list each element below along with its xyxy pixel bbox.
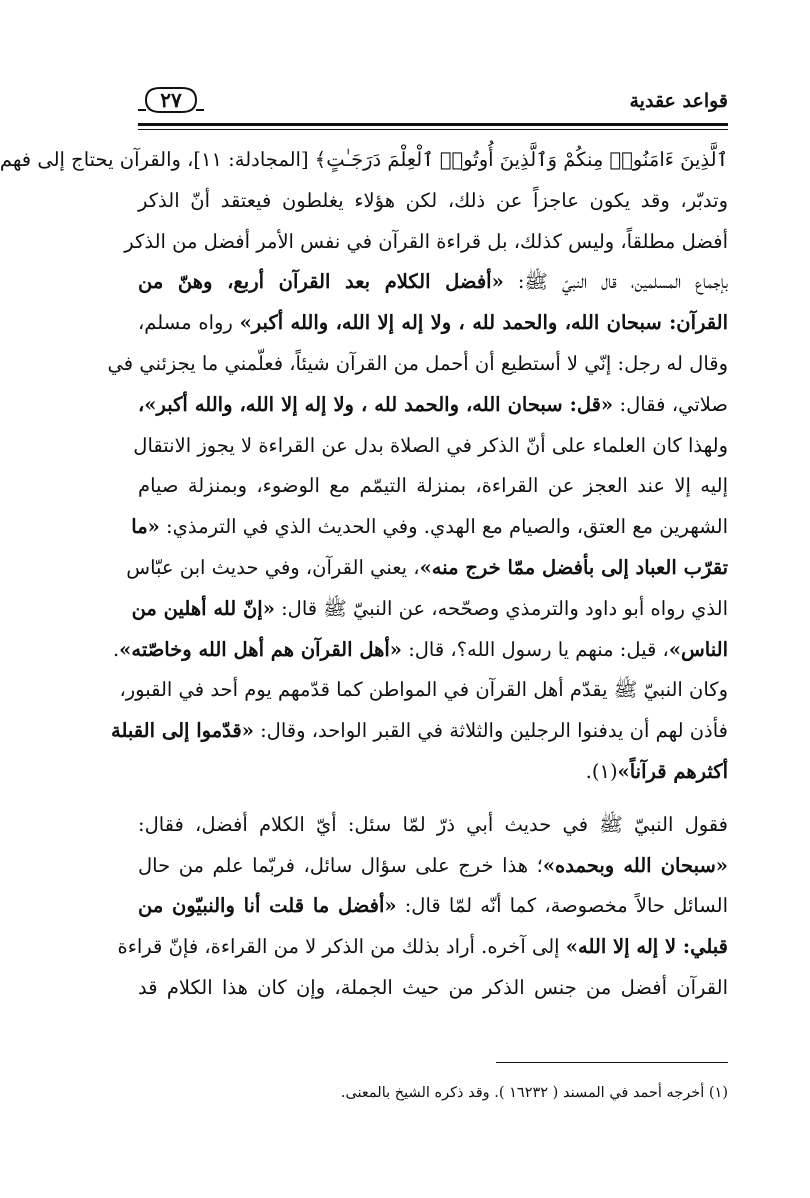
text-line: ولهذا كان العلماء على أنّ الذكر في الصلاة بدل عن القراءة لا يجوز الانتقال: [133, 433, 728, 457]
text-line: بإجماع المسلمين، قال النبيّ ﷺ: «أفضل الكلام بعد القرآن أربع، وهنّ من: [138, 270, 729, 294]
text-line: تقرّب العباد إلى بأفضل ممّا خرج منه»، يعني القرآن، وفي حديث ابن عبّاس: [126, 555, 728, 579]
text-line: القرآن: سبحان الله، والحمد لله ، ولا إله إلا الله، والله أكبر» رواه مسلم،: [138, 311, 728, 335]
text-line: إليه إلا عند العجز عن القراءة، بمنزلة التيمّم مع الوضوء، وبمنزلة صيام: [138, 474, 728, 498]
text-line: وكان النبيّ ﷺ يقدّم أهل القرآن في المواطن كما قدّمهم يوم أحد في القبور،: [119, 678, 728, 702]
text-line: القرآن أفضل من جنس الذكر من حيث الجملة، وإن كان هذا الكلام قد: [138, 975, 728, 999]
page-header: [138, 84, 728, 124]
header-rule-thick: [138, 123, 728, 126]
running-title: قواعد عقدية: [629, 90, 728, 112]
text-line: الناس»، قيل: منهم يا رسول الله؟، قال: «أهل القرآن هم أهل الله وخاصّته».: [112, 637, 728, 661]
text-line: وتدبّر، وقد يكون عاجزاً عن ذلك، لكن هؤلاء يغلطون فيعتقد أنّ الذكر: [138, 188, 728, 212]
text-line: أكثرهم قرآناً»(١).: [585, 759, 728, 783]
text-line: الذي رواه أبو داود والترمذي وصحّحه، عن النبيّ ﷺ قال: «إنّ لله أهلين من: [131, 596, 728, 620]
text-line: وقال له رجل: إنّي لا أستطيع أن أحمل من القرآن شيئاً، فعلّمني ما يجزئني في: [107, 351, 728, 375]
text-line: السائل حالاً مخصوصة، كما أنّه لمّا قال: «أفضل ما قلت أنا والنبيّون من: [138, 894, 728, 918]
main-text: [0, 140, 729, 1009]
text-line: قبلي: لا إله إلا الله» إلى آخره. أراد بذلك من الذكر لا من القراءة، فإنّ قراءة: [117, 935, 728, 959]
text-line: أفضل مطلقاً، وليس كذلك، بل قراءة القرآن في نفس الأمر أفضل من الذكر: [124, 229, 728, 253]
text-line: فقول النبيّ ﷺ في حديث أبي ذرّ لمّا سئل: أيّ الكلام أفضل، فقال:: [138, 812, 728, 836]
page-number: ٢٧: [160, 88, 182, 112]
footnote: (١) أخرجه أحمد في المسند ( ١٦٢٣٢ ). وقد ذكره الشيخ بالمعنى.: [340, 1085, 728, 1101]
text-line: ٱلَّذِينَ ءَامَنُوا۟ مِنكُمْ وَٱلَّذِينَ أُوتُوا۟ ٱلْعِلْمَ دَرَجَـٰتٍ﴾ [المجادلة: ١١]، والقرآن يحتاج إلى فهم: [0, 148, 728, 171]
text-line: الشهرين مع العتق، والصيام مع الهدي. وفي الحديث الذي في الترمذي: «ما: [131, 515, 728, 539]
paragraph-gap: [138, 793, 728, 805]
text-line: «سبحان الله وبحمده»؛ هذا خرج على سؤال سائل، فربّما علم من حال: [138, 853, 728, 877]
header-rule-thin: [138, 129, 728, 130]
footnote-rule: [496, 1062, 728, 1063]
text-line: صلاتي، فقال: «قل: سبحان الله، والحمد لله ، ولا إله إلا الله، والله أكبر»،: [138, 392, 728, 416]
page-number-badge: [138, 84, 204, 116]
text-line: فأذن لهم أن يدفنوا الرجلين والثلاثة في القبر الواحد، وقال: «قدّموا إلى القبلة: [111, 719, 728, 743]
